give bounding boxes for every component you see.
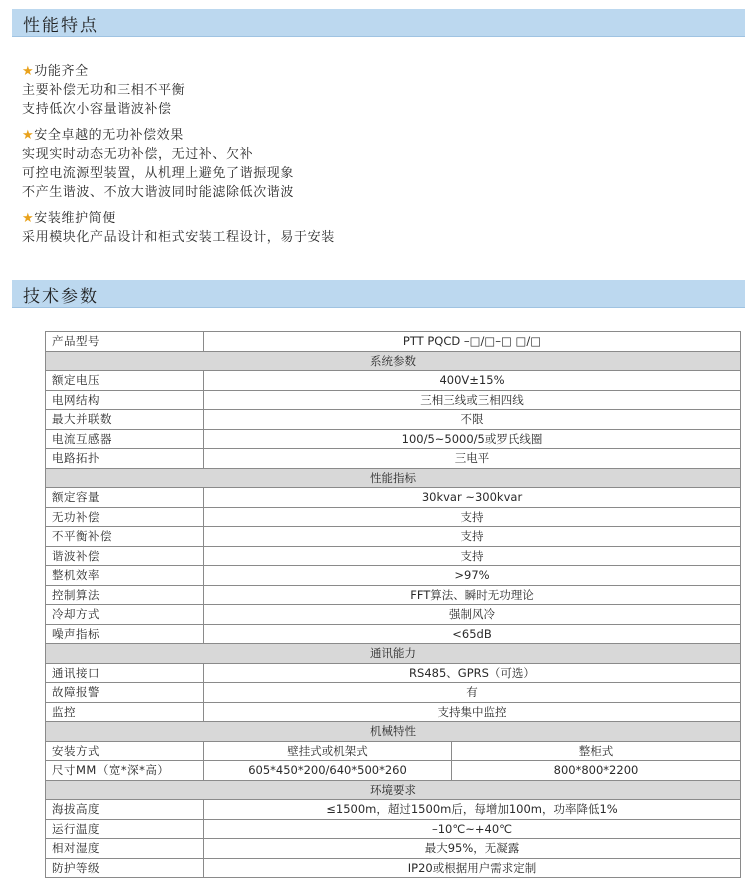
row-label: 防护等级: [46, 858, 204, 878]
table-row: [46, 624, 741, 644]
row-value: 最大95%，无凝露: [204, 839, 741, 859]
row-value: 三相三线或三相四线: [204, 390, 741, 410]
group-header: 系统参数: [46, 351, 741, 371]
row-value: 不限: [204, 410, 741, 430]
row-value: 100/5~5000/5或罗氏线圈: [204, 429, 741, 449]
group-header: 通讯能力: [46, 644, 741, 664]
row-label: 控制算法: [46, 585, 204, 605]
row-value: 三电平: [204, 449, 741, 469]
row-value-cabinet: 800*800*2200: [452, 761, 741, 781]
table-row: [46, 605, 741, 625]
row-label: 噪声指标: [46, 624, 204, 644]
row-label: 电路拓扑: [46, 449, 204, 469]
row-label: 相对湿度: [46, 839, 204, 859]
table-row: [46, 371, 741, 391]
table-row: [46, 566, 741, 586]
features-section-title: 性能特点: [23, 16, 99, 36]
row-label: 尺寸MM（宽*深*高）: [46, 761, 204, 781]
row-value-module: 605*450*200/640*500*260: [204, 761, 452, 781]
row-label: 最大并联数: [46, 410, 204, 430]
table-row: [46, 819, 741, 839]
row-label: 电网结构: [46, 390, 204, 410]
row-value: 支持集中监控: [204, 702, 741, 722]
feature-line: 可控电流源型装置，从机理上避免了谐振现象: [22, 166, 295, 181]
table-row: [46, 741, 741, 761]
star-icon: ★: [22, 128, 35, 143]
group-header-row: [46, 644, 741, 664]
row-value: 支持: [204, 507, 741, 527]
row-label: 谐波补偿: [46, 546, 204, 566]
feature-title: 安全卓越的无功补偿效果: [34, 128, 184, 143]
feature-line: 不产生谐波、不放大谐波同时能滤除低次谐波: [22, 185, 295, 200]
row-value-cabinet: 整柜式: [452, 741, 741, 761]
group-header-row: [46, 780, 741, 800]
row-value: RS485、GPRS（可选）: [204, 663, 741, 683]
row-value: 有: [204, 683, 741, 703]
row-label: 冷却方式: [46, 605, 204, 625]
row-value: –10℃~+40℃: [204, 819, 741, 839]
table-row: [46, 527, 741, 547]
group-header-row: [46, 351, 741, 371]
row-label: 通讯接口: [46, 663, 204, 683]
feature-line: 实现实时动态无功补偿，无过补、欠补: [22, 147, 254, 162]
row-value: PTT PQCD –□/□–□ □/□: [204, 332, 741, 352]
feature-title: 功能齐全: [34, 64, 89, 79]
row-value: 支持: [204, 527, 741, 547]
group-header: 机械特性: [46, 722, 741, 742]
group-header-row: [46, 722, 741, 742]
row-label: 不平衡补偿: [46, 527, 204, 547]
table-row: [46, 761, 741, 781]
table-row: [46, 585, 741, 605]
group-header: 环境要求: [46, 780, 741, 800]
table-row: [46, 839, 741, 859]
feature-item: [22, 209, 335, 247]
row-label: 安装方式: [46, 741, 204, 761]
row-label: 整机效率: [46, 566, 204, 586]
row-label: 故障报警: [46, 683, 204, 703]
features-section-header: [12, 9, 745, 37]
table-row: [46, 663, 741, 683]
feature-title: 安装维护简便: [34, 211, 116, 226]
group-header-row: [46, 468, 741, 488]
row-label: 运行温度: [46, 819, 204, 839]
row-value: 30kvar ~300kvar: [204, 488, 741, 508]
group-header: 性能指标: [46, 468, 741, 488]
table-row: [46, 332, 741, 352]
star-icon: ★: [22, 211, 35, 226]
table-row: [46, 449, 741, 469]
row-label: 监控: [46, 702, 204, 722]
feature-line: 主要补偿无功和三相不平衡: [22, 83, 186, 98]
row-value: >97%: [204, 566, 741, 586]
star-icon: ★: [22, 64, 35, 79]
table-row: [46, 488, 741, 508]
row-label: 产品型号: [46, 332, 204, 352]
row-label: 无功补偿: [46, 507, 204, 527]
table-row: [46, 390, 741, 410]
table-row: [46, 858, 741, 878]
row-value-module: 壁挂式或机架式: [204, 741, 452, 761]
row-label: 电流互感器: [46, 429, 204, 449]
row-value: ≤1500m，超过1500m后，每增加100m，功率降低1%: [204, 800, 741, 820]
table-row: [46, 683, 741, 703]
table-row: [46, 546, 741, 566]
specs-section-header: [12, 280, 745, 308]
row-value: FFT算法、瞬时无功理论: [204, 585, 741, 605]
table-row: [46, 410, 741, 430]
table-row: [46, 800, 741, 820]
row-value: 强制风冷: [204, 605, 741, 625]
feature-item: [22, 62, 335, 119]
row-label: 额定电压: [46, 371, 204, 391]
row-value: <65dB: [204, 624, 741, 644]
features-list: [22, 62, 335, 254]
row-value: IP20或根据用户需求定制: [204, 858, 741, 878]
row-value: 支持: [204, 546, 741, 566]
feature-item: [22, 126, 335, 202]
row-value: 400V±15%: [204, 371, 741, 391]
row-label: 海拔高度: [46, 800, 204, 820]
feature-line: 采用模块化产品设计和柜式安装工程设计，易于安装: [22, 230, 335, 245]
table-row: [46, 507, 741, 527]
table-row: [46, 702, 741, 722]
feature-line: 支持低次小容量谐波补偿: [22, 102, 172, 117]
spec-table: [45, 331, 741, 878]
row-label: 额定容量: [46, 488, 204, 508]
specs-section-title: 技术参数: [23, 287, 99, 307]
table-row: [46, 429, 741, 449]
